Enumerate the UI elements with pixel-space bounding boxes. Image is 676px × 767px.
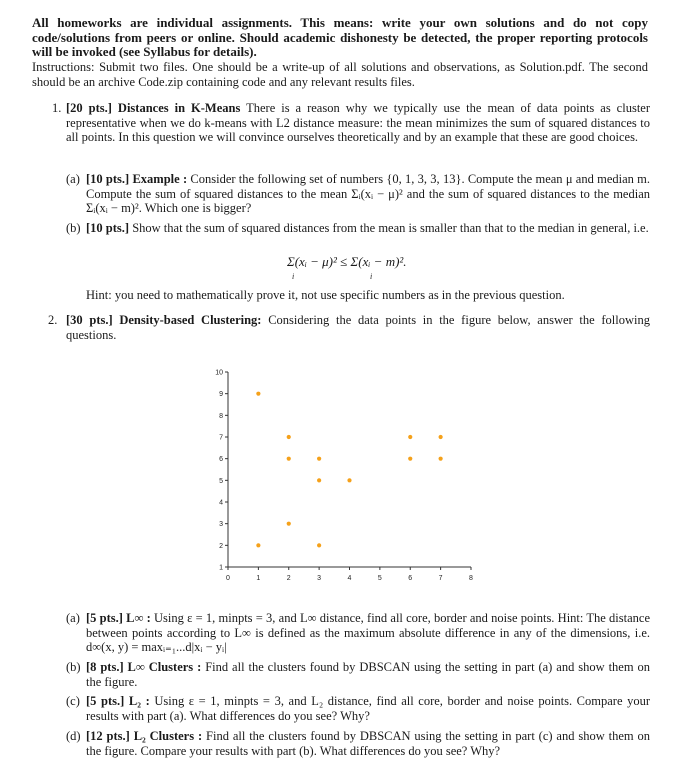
q2b-title: [8 pts.] L∞ Clusters : bbox=[86, 660, 202, 674]
x-tick-label: 4 bbox=[347, 575, 352, 582]
q1-title: [20 pts.] Distances in K-Means bbox=[66, 101, 241, 115]
data-point bbox=[439, 435, 443, 439]
y-tick-label: 6 bbox=[219, 456, 223, 464]
q1b-inequality: Σ(xᵢ − μ)² ≤ Σ(xᵢ − m)². bbox=[287, 254, 407, 269]
y-tick-label: 10 bbox=[215, 369, 223, 377]
y-tick-label: 1 bbox=[219, 564, 223, 572]
q2c-title: [5 pts.] L₂ : bbox=[86, 694, 150, 708]
y-tick-label: 5 bbox=[219, 477, 223, 485]
q2d-title: [12 pts.] L₂ Clusters : bbox=[86, 729, 203, 743]
data-point bbox=[408, 457, 412, 461]
q2b-body bbox=[86, 660, 650, 689]
q2-body bbox=[66, 313, 650, 342]
q2a-text: Using ε = 1, minpts = 3, and L∞ distance, find all core, border and noise points. Hint: The distance between points according to L∞ is defined as the maximum absolute difference in any of the dimensions, i.e. d∞(x, y) = maxᵢ₌₁...d|xᵢ − yᵢ| bbox=[86, 611, 650, 655]
q2a-body bbox=[86, 611, 650, 655]
plot-ticks bbox=[215, 370, 473, 583]
data-point bbox=[287, 435, 291, 439]
x-tick-label: 3 bbox=[317, 575, 322, 582]
q2a-label: (a) bbox=[66, 611, 80, 625]
q1-body bbox=[66, 101, 650, 145]
plot-axes bbox=[228, 372, 471, 567]
data-point bbox=[317, 543, 321, 547]
q2b-label: (b) bbox=[66, 660, 81, 674]
q1-hint: Hint: you need to mathematically prove it, not use specific numbers as in the previous question. bbox=[86, 288, 565, 302]
q2d-label: (d) bbox=[66, 729, 81, 743]
y-tick-label: 2 bbox=[219, 542, 223, 550]
y-tick-label: 7 bbox=[219, 434, 223, 442]
q2-number: 2. bbox=[48, 313, 58, 327]
y-tick-label: 8 bbox=[219, 412, 223, 420]
q1b-sum-index-right: i bbox=[370, 272, 373, 281]
data-point bbox=[439, 457, 443, 461]
data-point bbox=[256, 543, 260, 547]
q2c-body bbox=[86, 694, 650, 723]
policy-statement: All homeworks are individual assignments. This means: write your own solutions and do not copy code/solutions from peers or online. Should academic dishonesty be detected, the proper reporting protocols will be invoked (see Syllabus for details). bbox=[32, 15, 648, 59]
data-point bbox=[408, 435, 412, 439]
q2b-text: Find all the clusters found by DBSCAN using the setting in part (a) and show them on the figure. bbox=[86, 660, 651, 689]
x-tick-label: 7 bbox=[438, 575, 443, 582]
q1b-body bbox=[86, 221, 650, 236]
plot-points bbox=[256, 392, 442, 548]
y-tick-label: 4 bbox=[219, 499, 223, 507]
x-tick-label: 8 bbox=[469, 575, 473, 582]
q2c-label: (c) bbox=[66, 694, 80, 708]
q1a-label: (a) bbox=[66, 172, 80, 186]
q2-intro: Considering the data points in the figure below, answer the following questions. bbox=[66, 313, 650, 342]
x-tick-label: 2 bbox=[286, 575, 291, 582]
q1b-label: (b) bbox=[66, 221, 81, 235]
x-tick-label: 1 bbox=[256, 575, 261, 582]
q1-intro: There is a reason why we typically use the mean of data points as cluster representative when we do k-means with L2 distance measure: the mean minimizes the sum of squared distances to all points. In this question we will convince ourselves theoretically and by an example that these are good choices. bbox=[66, 101, 650, 145]
scatter-plot bbox=[205, 362, 485, 582]
data-point bbox=[317, 457, 321, 461]
q1a-text: Consider the following set of numbers {0, 1, 3, 3, 13}. Compute the mean μ and median m. Compute the sum of squared distances to the mean Σᵢ(xᵢ − μ)² and the sum of squared distances to the median Σᵢ(xᵢ − m)². Which one is bigger? bbox=[86, 172, 651, 216]
x-tick-label: 0 bbox=[226, 575, 230, 582]
q2-title: [30 pts.] Density-based Clustering: bbox=[66, 313, 262, 327]
q1b-text: Show that the sum of squared distances from the mean is smaller than that to the median in general, i.e. bbox=[132, 221, 649, 235]
data-point bbox=[287, 457, 291, 461]
y-tick-label: 9 bbox=[219, 391, 223, 399]
q2d-body bbox=[86, 729, 650, 758]
instructions-text: Instructions: Submit two files. One should be a write-up of all solutions and observations, as Solution.pdf. The second should be an archive Code.zip containing code and any relevant results files. bbox=[32, 60, 648, 89]
q1b-title: [10 pts.] bbox=[86, 221, 130, 235]
q1-number: 1. bbox=[52, 101, 62, 115]
y-tick-label: 3 bbox=[219, 521, 223, 529]
data-point bbox=[287, 522, 291, 526]
q2c-text: Using ε = 1, minpts = 3, and L₂ distance, find all core, border and noise points. Compare your results with part (a). What differences do you see? Why? bbox=[86, 694, 651, 723]
data-point bbox=[317, 478, 321, 482]
q2d-text: Find all the clusters found by DBSCAN using the setting in part (c) and show them on the figure. Compare your results with part (b). What differences do you see? Why? bbox=[86, 729, 650, 758]
q1b-sum-index-left: i bbox=[292, 272, 295, 281]
data-point bbox=[256, 392, 260, 396]
q2a-title: [5 pts.] L∞ : bbox=[86, 611, 151, 625]
data-point bbox=[347, 478, 351, 482]
q1a-title: [10 pts.] Example : bbox=[86, 172, 188, 186]
x-tick-label: 6 bbox=[408, 575, 413, 582]
x-tick-label: 5 bbox=[377, 575, 382, 582]
q1a-body bbox=[86, 172, 650, 216]
